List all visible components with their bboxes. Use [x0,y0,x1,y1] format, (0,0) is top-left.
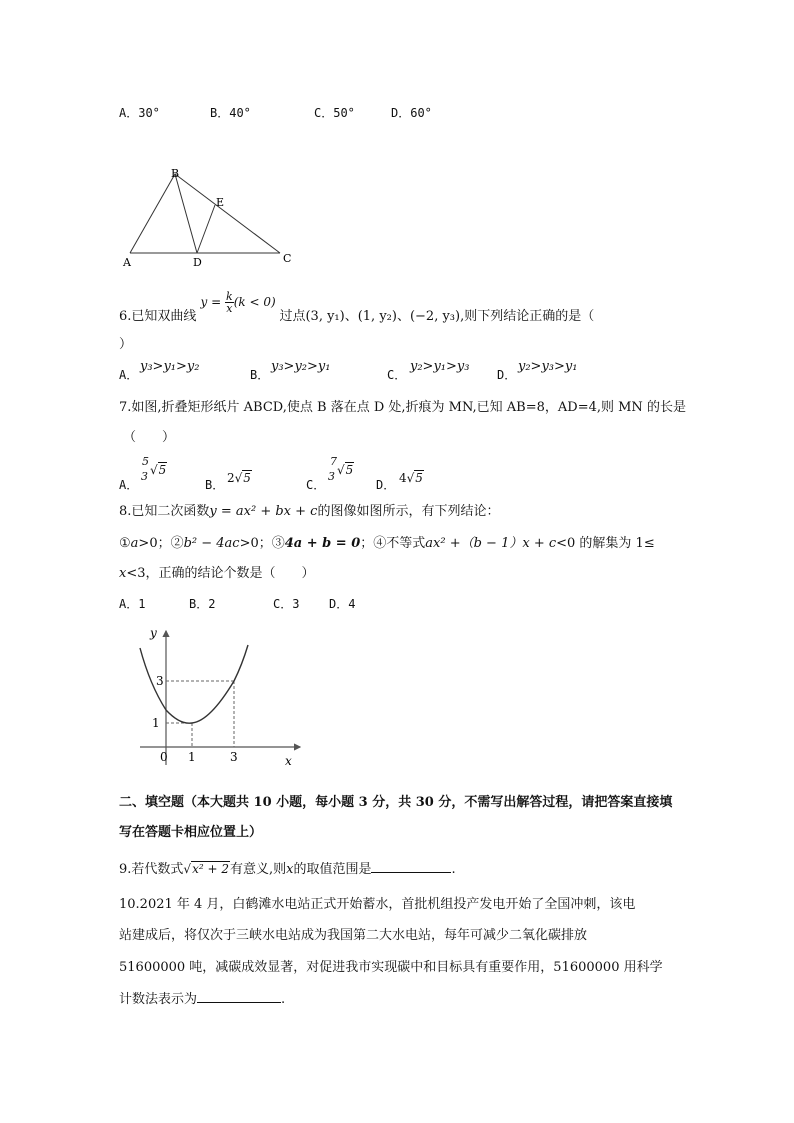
q6-formula-fraction: $\frac{k}{x}$ [226,290,233,315]
q7-option-b-expr: 2√5 [227,471,251,485]
q7-option-c-den: 3 [328,470,335,483]
segment-de [197,205,215,253]
q6-option-c-label: C． [387,368,407,382]
q7-paren: （ ） [123,430,176,445]
q8-option-d: D．4 [329,597,356,611]
q8-stem-line3: x<3，正确的结论个数是（ ） [119,566,315,581]
q6-formula-cond: (k < 0) [233,295,276,309]
q8-stem-line2: ①a>0；②b² − 4ac>0；③4a + b = 0；④不等式ax² +（b − 1）x + c<0 的解集为 1≤ [119,536,655,551]
q8-parabola-graph [130,625,305,770]
q7-option-c-label: C． [306,478,326,492]
q6-option-d-expr: y₂>y₃>y₁ [518,359,578,374]
label-y1: 1 [152,716,160,730]
q6-points-text: 过点(3, y₁)、(1, y₂)、(−2, y₃),则下列结论正确的是（ [279,309,595,324]
q6-close-paren: ） [119,337,133,352]
label-x3: 3 [230,750,238,764]
label-c: C [283,252,292,265]
q5-option-a: A．30° [119,106,160,120]
q10-line4: 计数法表示为 . [119,992,286,1007]
q8-function: y = ax² + bx + c [209,504,318,519]
q9-answer-blank[interactable] [371,860,451,873]
section2-heading-line1: 二、填空题（本大题共 10 小题，每小题 3 分，共 30 分，不需写出解答过程，请把答案直接填 [119,795,673,810]
segment-bc [175,174,280,253]
label-b: B [171,167,180,180]
label-x: x [285,754,292,768]
q7-option-a-den: 3 [141,470,148,483]
q7-option-d-expr: 4√5 [399,471,423,485]
q5-option-c: C．50° [314,106,355,120]
q8-prefix: 8.已知二次函数 [119,504,210,519]
q5-option-b: B．40° [210,106,251,120]
q6-prefix: 6.已知双曲线 [119,309,197,324]
q6-option-b-label: B． [250,368,270,382]
q7-option-d-label: D． [376,478,396,492]
q7-option-a-num: 5 [142,455,149,468]
q6-stem [119,290,595,328]
q5-option-d: D．60° [391,106,432,120]
q9-stem: 9.若代数式√x² + 2有意义,则x的取值范围是 . [119,862,456,877]
label-a: A [123,256,131,269]
q7-option-c-sqrt: √5 [337,463,354,477]
section2-heading-line2: 写在答题卡相应位置上） [119,825,263,840]
q5-triangle-figure [115,162,300,270]
q8-option-c: C．3 [273,597,300,611]
q10-line3: 51600000 吨，减碳成效显著，对促进我市实现碳中和目标具有重要作用，51600000 用科学 [119,960,663,975]
q10-answer-blank[interactable] [197,990,281,1003]
label-origin: 0 [160,750,168,764]
label-y3: 3 [156,674,164,688]
q8-suffix: 的图像如图所示，有下列结论： [317,504,500,519]
q7-stem: 7.如图,折叠矩形纸片 ABCD,使点 B 落在点 D 处,折痕为 MN,已知 AB=8，AD=4,则 MN 的长是 [119,400,686,415]
label-e: E [216,196,225,209]
q7-option-c-num: 7 [330,455,337,468]
q6-option-d-label: D． [497,368,517,382]
q8-option-b: B．2 [189,597,216,611]
q7-option-a-label: A． [119,478,139,492]
q6-formula-lhs: y = [200,295,222,309]
q6-option-a-expr: y₃>y₁>y₂ [140,359,200,374]
q8-stem-line1 [119,500,499,519]
q6-option-a-label: A． [119,368,139,382]
label-d: D [193,256,202,269]
q10-line2: 站建成后，将仅次于三峡水电站成为我国第二大水电站，每年可减少二氧化碳排放 [119,928,588,943]
q8-option-a: A．1 [119,597,146,611]
segment-ab [130,174,175,253]
q6-option-c-expr: y₂>y₁>y₃ [410,359,470,374]
q7-option-b-label: B． [205,478,225,492]
segment-bd [175,174,197,253]
q7-option-a-sqrt: √5 [150,463,167,477]
label-x1: 1 [188,750,196,764]
label-y: y [150,626,157,640]
q6-option-b-expr: y₃>y₂>y₁ [271,359,331,374]
q10-line1: 10.2021 年 4 月，白鹤滩水电站正式开始蓄水，首批机组投产发电开始了全国冲刺，该电 [119,897,636,912]
